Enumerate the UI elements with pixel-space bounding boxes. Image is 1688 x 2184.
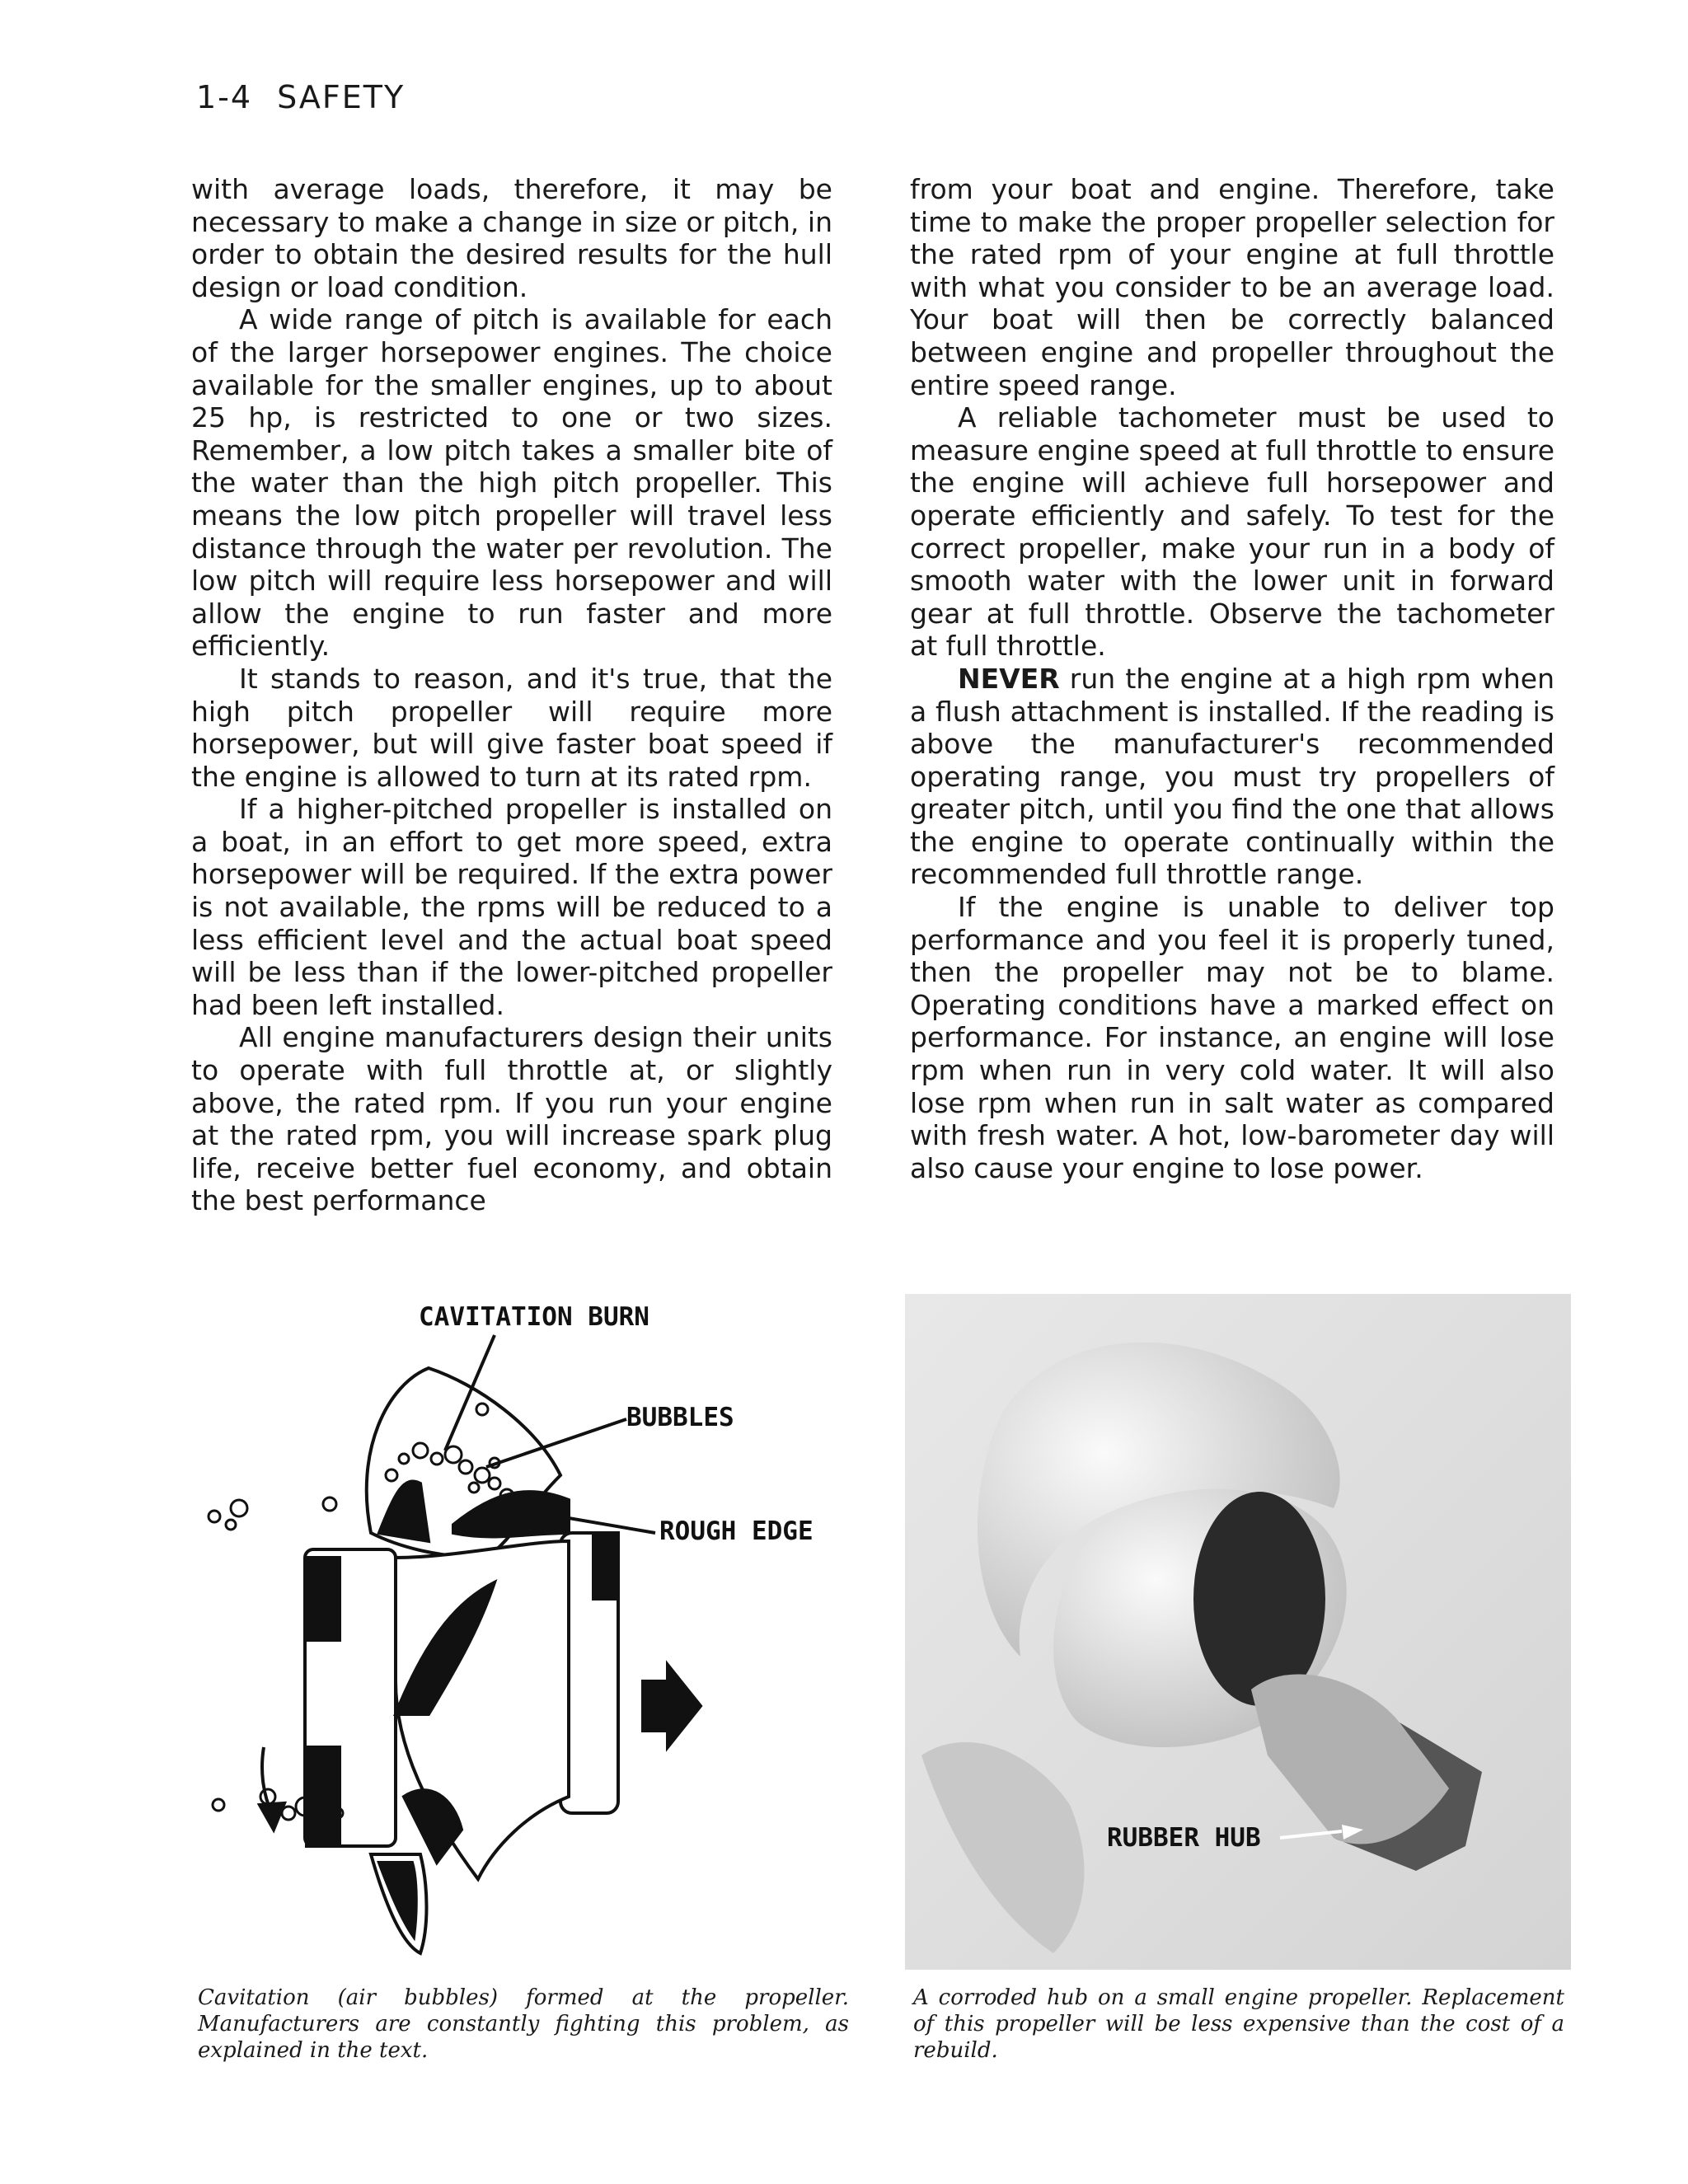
figure-caption-left: Cavitation (air bubbles) formed at the propeller. Manufacturers are constantly fighting this problem, as explained in the text. — [198, 1985, 849, 2063]
cavitation-diagram — [181, 1286, 857, 1961]
hub-bore — [1193, 1492, 1325, 1706]
paragraph — [910, 663, 1554, 891]
label-rubber-hub: RUBBER HUB — [1107, 1823, 1261, 1853]
right-column — [910, 173, 1554, 1184]
never-emphasis: NEVER — [958, 662, 1060, 695]
paragraph: If the engine is unable to deliver top performance and you feel it is properly tuned, then the propeller may not be to blame. Operating conditions have a marked effect on performance. For instance, an engine will lose rpm when run in very cold water. It will also lose rpm when run in salt water as compared with fresh water. A hot, low-barometer day will also cause your engine to lose power. — [910, 891, 1554, 1184]
label-cavitation-burn: CAVITATION BURN — [419, 1302, 649, 1332]
label-rough-edge: ROUGH EDGE — [659, 1516, 814, 1546]
paragraph: All engine manufacturers design their units to operate with full throttle at, or slightly above, the rated rpm. If you run your engine at the rated rpm, you will increase spark plug life, receive better fuel economy, and obtain the best performance — [191, 1021, 832, 1217]
left-column — [191, 173, 832, 1217]
paragraph: from your boat and engine. Therefore, take time to make the proper propeller selection for the rated rpm of your engine at full throttle with what you consider to be an average load. Your boat will then be correctly balanced between engine and propeller throughout the entire speed range. — [910, 173, 1554, 401]
paragraph-rest: run the engine at a high rpm when a flush attachment is installed. If the reading is above the manufacturer's recommended operating range, you must try propellers of greater pitch, until you find the one that allows the engine to operate continually within the recommended full throttle range. — [910, 662, 1554, 891]
paragraph: If a higher-pitched propeller is installed on a boat, in an effort to get more speed, extra horsepower will be required. If the extra power is not available, the rpms will be reduced to a less efficient level and the actual boat speed will be less than if the lower-pitched propeller had been left installed. — [191, 793, 832, 1021]
paragraph: A reliable tachometer must be used to measure engine speed at full throttle to ensure the engine will achieve full horsepower and operate efficiently and safely. To test for the correct propeller, make your run in a body of smooth water with the lower unit in forward gear at full throttle. Observe the tachometer at full throttle. — [910, 401, 1554, 663]
propeller-drawing — [260, 1368, 701, 1953]
paragraph: A wide range of pitch is available for each of the larger horsepower engines. The choice available for the smaller engines, up to about 25 hp, is restricted to one or two sizes. Remember, a low pitch takes a smaller bite of the water than the high pitch propeller. This means the low pitch propeller will travel less distance through the water per revolution. The low pitch will require less horsepower and will allow the engine to run faster and more efficiently. — [191, 303, 832, 663]
section-title: SAFETY — [277, 79, 406, 115]
figure-caption-right: A corroded hub on a small engine propeller. Replacement of this propeller will be less expensive than the cost of a rebuild. — [913, 1985, 1564, 2063]
page-number: 1-4 — [196, 79, 253, 115]
label-bubbles: BUBBLES — [626, 1403, 734, 1432]
page-header — [196, 79, 405, 115]
rubber-hub-photo — [905, 1294, 1571, 1970]
paragraph: It stands to reason, and it's true, that the high pitch propeller will require more horsepower, but will give faster boat speed if the engine is allowed to turn at its rated rpm. — [191, 662, 832, 793]
paragraph: with average loads, therefore, it may be necessary to make a change in size or pitch, in order to obtain the desired results for the hull design or load condition. — [191, 173, 832, 303]
